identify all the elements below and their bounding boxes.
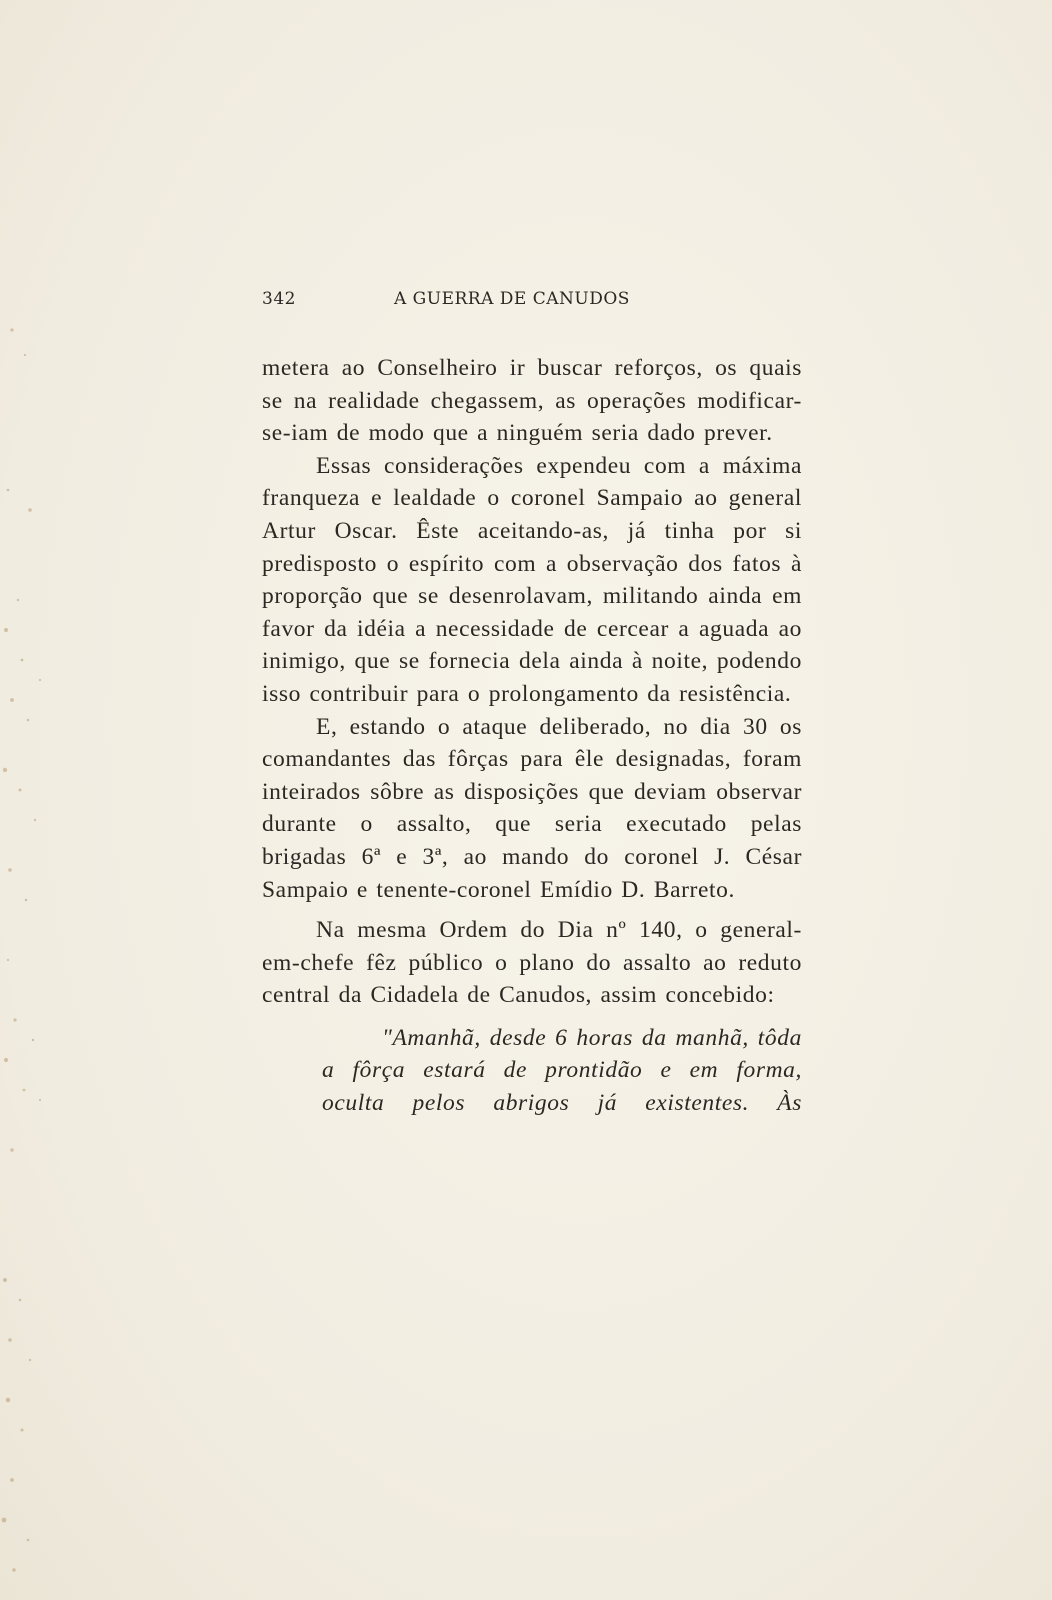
running-title: A GUERRA DE CANUDOS <box>394 289 630 309</box>
page-number: 342 <box>262 289 296 309</box>
paragraph: Essas considerações expendeu com a máxima franqueza e lealdade o coronel Sampaio ao general Artur Oscar. Êste aceitando-as, já tinha por si predisposto o espírito com a observação dos fatos à proporção que se desenrolavam, militando ainda em favor da idéia a necessidade de cercear a aguada ao inimigo, que se fornecia dela ainda à noite, podendo isso contribuir para o prolongamento da resistência. <box>262 452 802 707</box>
block-quote: "Amanhã, desde 6 horas da manhã, tôda a fôrça estará de prontidão e em forma, oculta pelos abrigos já existentes. Às <box>322 1024 802 1117</box>
paragraph: E, estando o ataque deliberado, no dia 30 os comandantes das fôrças para êle designadas, foram inteirados sôbre as disposições que deviam observar durante o assalto, que seria executado pelas brigadas 6ª e 3ª, ao mando do coronel J. César Sampaio e tenente-coronel Emídio D. Barreto. <box>262 713 802 903</box>
paragraph-continuation: metera ao Conselheiro ir buscar reforços, os quais se na realidade chegassem, as operações modificar-se-iam de modo que a ninguém seria dado prever. <box>262 355 802 447</box>
foxing-specks <box>0 300 90 1600</box>
page-header <box>262 289 802 315</box>
paragraph: Na mesma Ordem do Dia nº 140, o general-em-chefe fêz público o plano do assalto ao reduto central da Cidadela de Canudos, assim concebido: <box>262 917 802 1009</box>
body-text <box>262 352 802 1120</box>
